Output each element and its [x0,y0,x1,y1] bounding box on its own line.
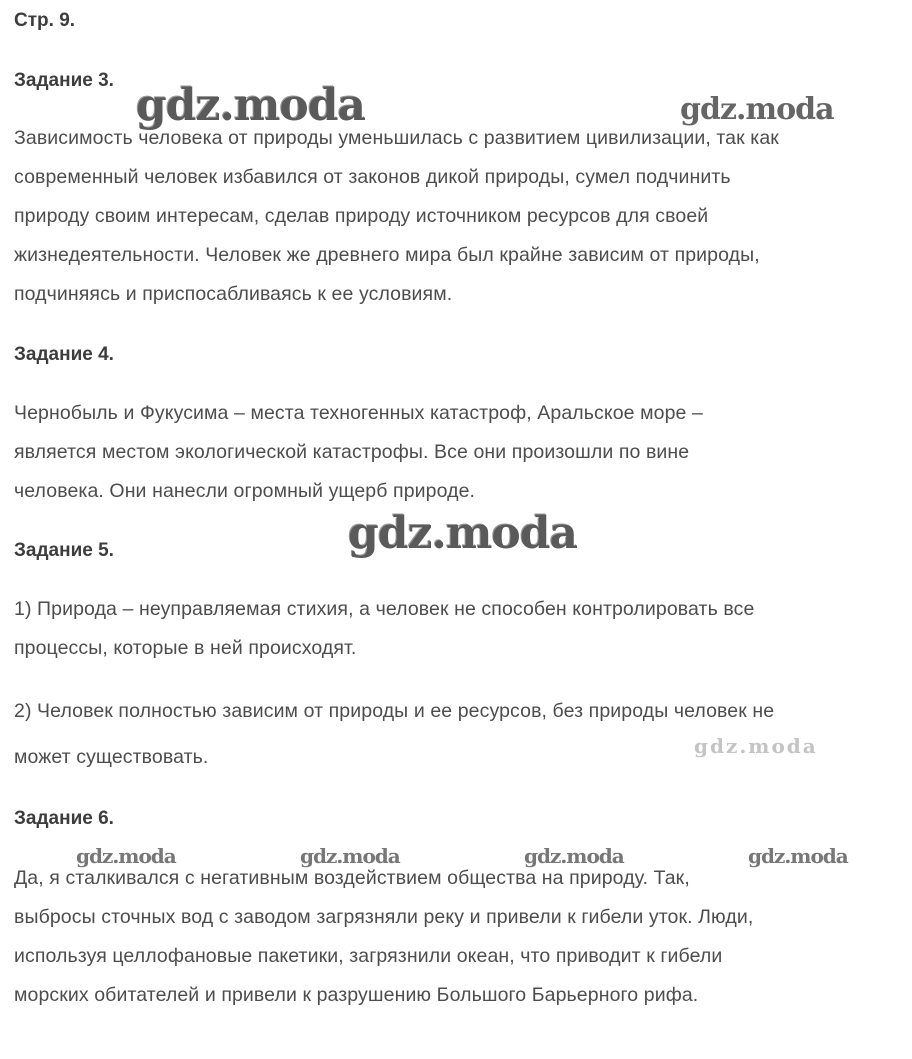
task-3-paragraph [14,119,910,314]
paragraph-line: жизнедеятельности. Человек же древнего мира был крайне зависим от природы, [14,244,760,266]
paragraph-line: Чернобыль и Фукусима – места техногенных катастроф, Аральское море – [14,402,703,424]
paragraph-line: 2) Человек полностью зависим от природы и ее ресурсов, без природы человек не [14,700,775,722]
watermark-logo: gdz.moda [136,80,366,131]
paragraph-line: 1) Природа – неуправляемая стихия, а человек не способен контролировать все [14,598,755,620]
paragraph-line: выбросы сточных вод с заводом загрязняли реку и привели к гибели уток. Люди, [14,906,754,928]
paragraph-line: Да, я сталкивался с негативным воздействием общества на природу. Так, [14,867,690,889]
paragraph-line: Зависимость человека от природы уменьшилась с развитием цивилизации, так как [14,127,779,149]
task-5-paragraph-1 [14,590,910,668]
paragraph-line: морских обитателей и привели к разрушению Большого Барьерного рифа. [14,984,699,1006]
task-6-paragraph [14,859,910,1015]
paragraph-line: человека. Они нанесли огромный ущерб природе. [14,480,476,502]
task-5-paragraph-2 [14,688,910,780]
paragraph-line: современный человек избавился от законов дикой природы, сумел подчинить [14,166,731,188]
paragraph-line: является местом экологической катастрофы. Все они произошли по вине [14,441,690,463]
task-6-heading: Задание 6. [14,808,114,829]
task-3-heading: Задание 3. [14,70,114,91]
watermark-logo: gdz.moda [748,844,848,868]
paragraph-line: используя целлофановые пакетики, загрязнили океан, что приводит к гибели [14,945,723,967]
watermark-logo: gdz.moda [680,92,834,127]
paragraph-line: подчиняясь и приспосабливаясь к ее условиям. [14,283,453,305]
watermark-logo: gdz.moda [300,844,400,868]
watermark-logo: gdz.moda [524,844,624,868]
paragraph-line: может существовать. [14,746,209,768]
watermark-faint: gdz.moda [694,734,818,758]
watermark-logo: gdz.moda [76,844,176,868]
task-4-heading: Задание 4. [14,344,114,365]
paragraph-line: природу своим интересам, сделав природу источником ресурсов для своей [14,205,709,227]
page-number-label: Стр. 9. [14,10,76,31]
task-5-heading: Задание 5. [14,540,114,561]
watermark-logo: gdz.moda [348,508,578,559]
paragraph-line: процессы, которые в ней происходят. [14,637,357,659]
task-4-paragraph [14,394,910,511]
